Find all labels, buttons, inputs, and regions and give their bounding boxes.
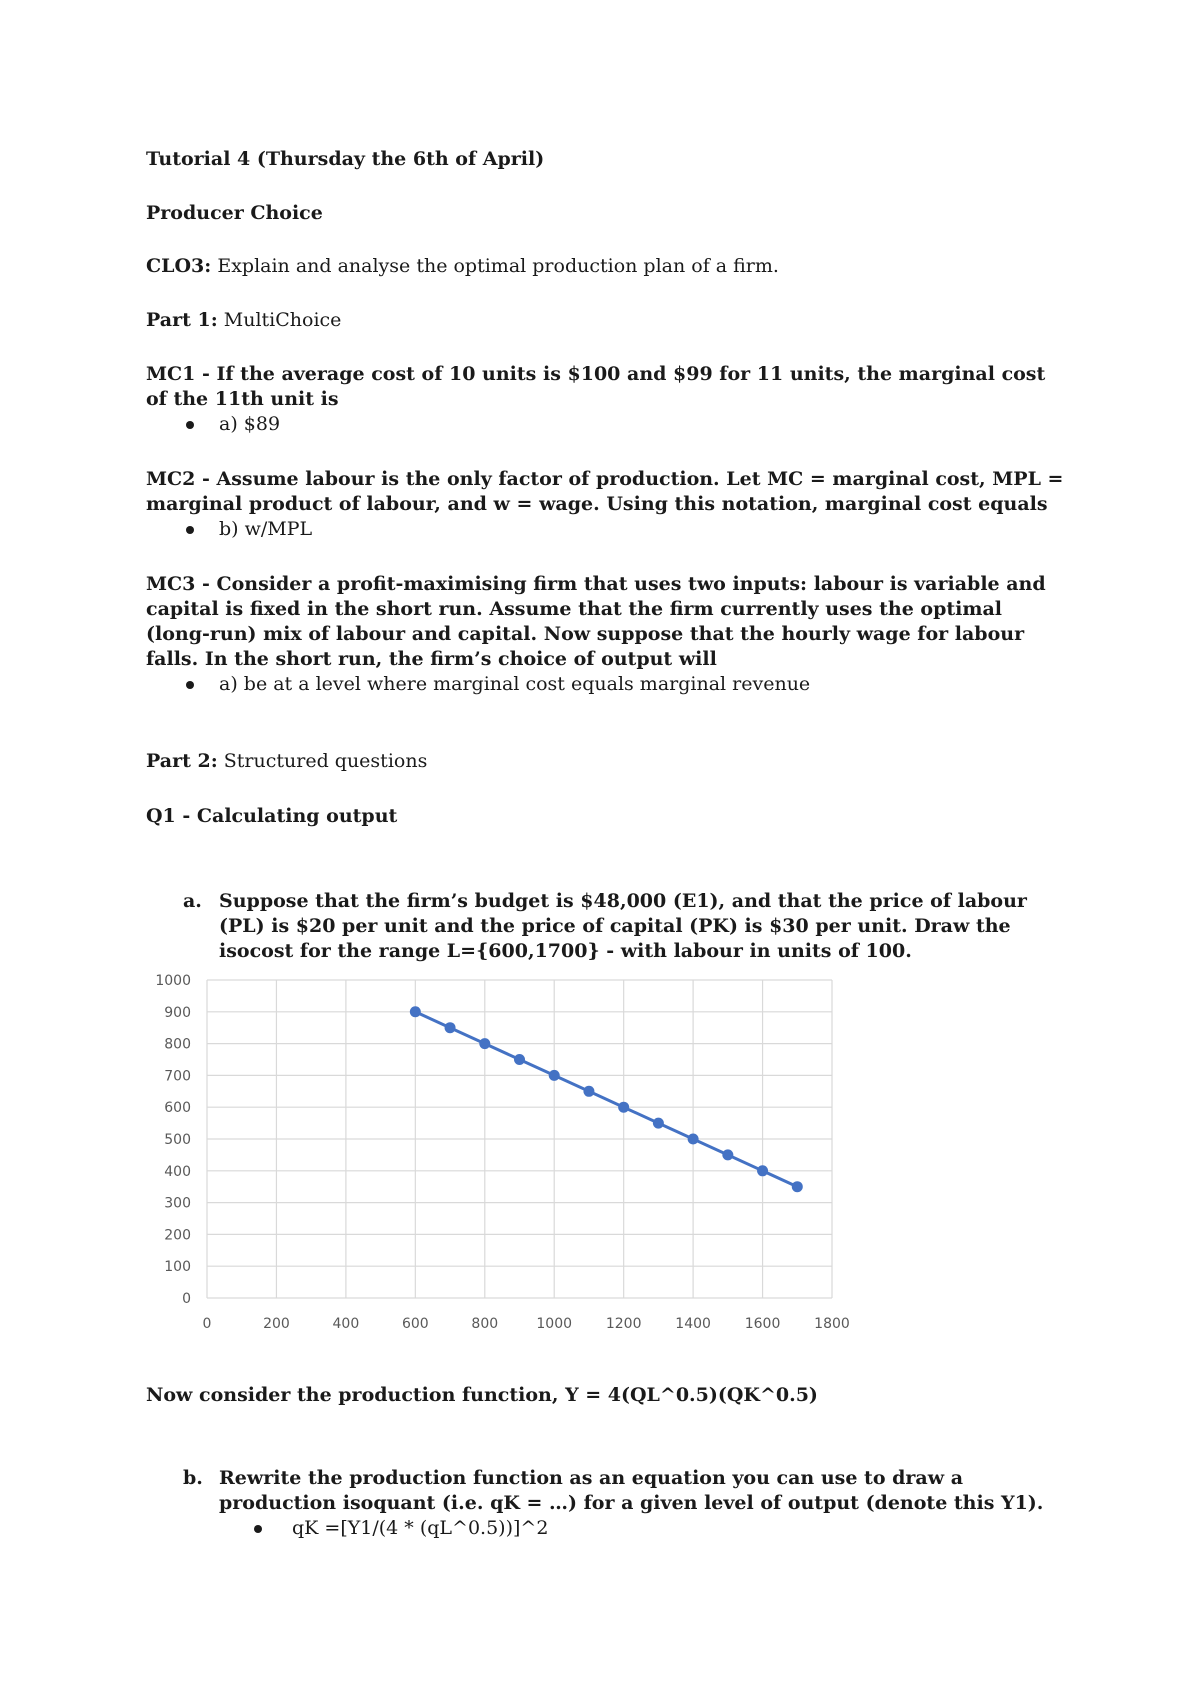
qa-marker: a. [183,890,202,912]
y-tick-label: 600 [164,1100,191,1117]
data-point [445,1022,456,1033]
mc3-answer: a) be at a level where marginal cost equals marginal revenue [219,673,811,695]
y-tick-label: 300 [164,1195,191,1212]
bullet-icon [186,526,194,534]
y-tick-label: 100 [164,1259,191,1276]
clo-line [146,254,1066,279]
mc2-question: MC2 - Assume labour is the only factor of production. Let MC = marginal cost, MPL = marginal product of labour, and w = wage. Using this notation, marginal cost equals [146,468,1064,515]
part1-text: MultiChoice [217,309,342,331]
data-point [583,1086,594,1097]
part2-text: Structured questions [217,750,428,772]
qb-marker: b. [183,1467,203,1489]
x-axis-ticks [203,1316,850,1332]
data-point [757,1165,768,1176]
mc2-answer: b) w/MPL [219,518,313,540]
mc1-question: MC1 - If the average cost of 10 units is $100 and $99 for 11 units, the marginal cost of the 11th unit is [146,363,1046,410]
isocost-chart [140,962,860,1332]
clo-text: Explain and analyse the optimal production plan of a firm. [211,255,779,277]
part1-heading [146,308,1066,333]
y-tick-label: 200 [164,1227,191,1244]
x-tick-label: 1000 [536,1316,573,1332]
chart-grid [207,980,832,1298]
page-title: Tutorial 4 (Thursday the 6th of April) [146,148,545,170]
data-point [410,1006,421,1017]
series-line [415,1012,797,1187]
x-tick-label: 1600 [744,1316,781,1332]
x-tick-label: 200 [263,1316,290,1332]
production-function-line: Now consider the production function, Y = 4(QL^0.5)(QK^0.5) [146,1384,818,1406]
bullet-icon [254,1525,262,1533]
y-tick-label: 0 [182,1291,191,1307]
data-point [688,1134,699,1145]
bullet-icon [186,421,194,429]
x-tick-label: 0 [202,1316,212,1332]
y-tick-label: 900 [164,1004,191,1021]
x-tick-label: 400 [332,1316,360,1332]
part2-label: Part 2: [146,750,218,772]
y-tick-label: 400 [164,1163,191,1180]
data-point [653,1118,664,1129]
part2-heading [146,749,1066,774]
y-tick-label: 500 [164,1132,191,1148]
data-point [514,1054,525,1065]
qb-answer: qK =[Y1/(4 * (qL^0.5))]^2 [292,1517,549,1539]
mc1-answer: a) $89 [219,413,281,435]
x-tick-label: 1200 [605,1316,642,1332]
qa-text: Suppose that the firm’s budget is $48,000 (E1), and that the price of labour (PL) is $20 per unit and the price of capital (PK) is $30 per unit. Draw the isocost for the range L={600,1700} - with labour in units of 100. [219,890,1027,962]
qb-text: Rewrite the production function as an equation you can use to draw a production isoquant (i.e. qK = …) for a given level of output (denote this Y1). [219,1467,1044,1514]
data-point [792,1181,803,1192]
y-tick-label: 700 [164,1068,191,1085]
x-tick-label: 800 [471,1316,499,1332]
data-point [618,1102,629,1113]
x-tick-label: 1400 [675,1316,711,1332]
part1-label: Part 1: [146,309,218,331]
bullet-icon [186,681,194,689]
y-axis-ticks [155,973,191,1307]
data-point [722,1149,733,1160]
y-tick-label: 1000 [155,973,191,989]
mc3-question: MC3 - Consider a profit-maximising firm that uses two inputs: labour is variable and capital is fixed in the short run. Assume that the firm currently uses the optimal (long-run) mix of labour and capital. Now suppose that the hourly wage for labour falls. In the short run, the firm’s choice of output will [146,573,1046,670]
isocost-series [410,1006,803,1192]
clo-label: CLO3: [146,255,212,277]
x-tick-label: 600 [401,1316,429,1332]
section-heading: Producer Choice [146,202,323,224]
data-point [549,1070,560,1081]
q1-heading: Q1 - Calculating output [146,805,398,827]
y-tick-label: 800 [164,1036,191,1053]
data-point [479,1038,490,1049]
x-tick-label: 1800 [814,1316,850,1332]
